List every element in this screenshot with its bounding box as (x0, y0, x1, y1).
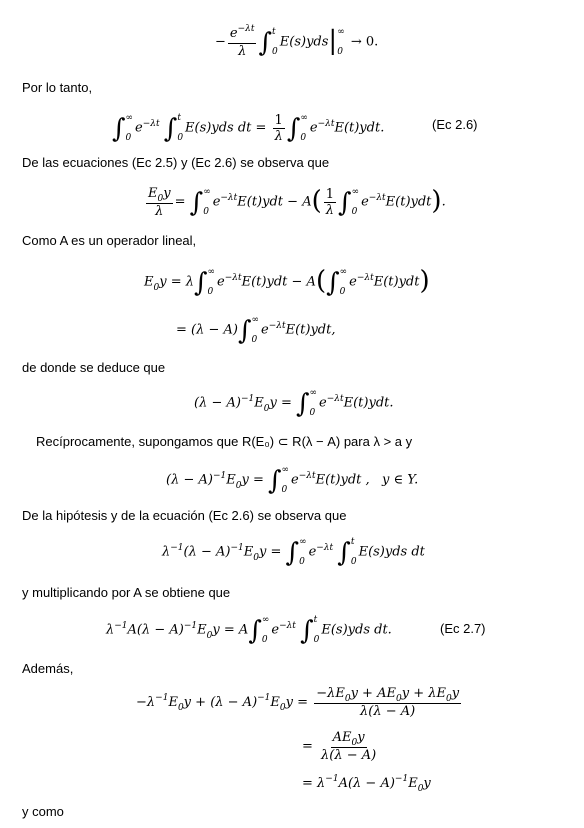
equation-8c: = $\lambda^{-1}A(\lambda - A)^{-1}E_0y$ (302, 774, 431, 794)
equation-tag-2-7: (Ec 2.7) (440, 621, 486, 636)
equation-2: $\frac{E_0y}{\lambda}$ = ∫ ∞ 0 $e^{-\lambda t}E(t)ydt - A$( $\frac{1}{\lambda}$ ∫ ∞ 0 $e^{-\lambda t}E(t)ydt$). (148, 185, 446, 219)
paragraph-6: De la hipótesis y de la ecuación (Ec 2.6) se observa que (22, 508, 347, 523)
equation-8b: = $\frac{AE_0y}{\lambda(\lambda - A)}$ (302, 730, 377, 763)
equation-tag-2-6: (Ec 2.6) (432, 117, 478, 132)
equation-ec-2-6: ∫ ∞ 0 $e^{-\lambda t}$ ∫ t 0 E(s)yds dt = $\frac{1}{\lambda}$ ∫ ∞ 0 $e^{-\lambda t}E(t)ydt$. (112, 112, 385, 144)
equation-6: $\lambda^{-1}(\lambda - A)^{-1}E_0y$ = ∫ ∞ 0 $e^{-\lambda t}$ ∫ t 0 E(s)yds dt (162, 537, 425, 568)
equation-4: $(\lambda - A)^{-1}E_0y$ = ∫ ∞ 0 $e^{-\lambda t}E(t)ydt$. (194, 388, 394, 419)
paragraph-5: Recíprocamente, supongamos que R(E₀) ⊂ R(λ − A) para λ > a y (36, 434, 413, 449)
paragraph-2: De las ecuaciones (Ec 2.5) y (Ec 2.6) se observa que (22, 155, 330, 170)
equation-limit: − $\frac{e^{-\lambda t}}{\lambda}$ ∫ t 0 E(s)yds| ∞ 0 → 0. (215, 23, 379, 59)
paragraph-4: de donde se deduce que (22, 360, 166, 375)
paragraph-8: Además, (22, 661, 74, 676)
paragraph-9: y como (22, 804, 64, 819)
equation-3a: $E_0y = \lambda\int$ ∞ 0 $e^{-\lambda t}E(t)ydt - A(\int$ ∞ 0 $e^{-\lambda t}E(t)ydt$) (144, 265, 430, 298)
equation-8a: $-\lambda^{-1}E_0y + (\lambda - A)^{-1}E_0y$ = $\frac{-\lambda E_0y + AE_0y + \lambda E_0y}{\lambda(\lambda - A)}$ (136, 686, 460, 719)
equation-ec-2-7: $\lambda^{-1}A(\lambda - A)^{-1}E_0y = A\int$ ∞ 0 $e^{-\lambda t}$ ∫ t 0 E(s)yds dt. (106, 615, 392, 646)
equation-3b: = (λ − A)∫ ∞ 0 $e^{-\lambda t}E(t)ydt$, (176, 315, 336, 346)
paragraph-1: Por lo tanto, (22, 80, 93, 95)
paragraph-3: Como A es un operador lineal, (22, 233, 197, 248)
equation-5: $(\lambda - A)^{-1}E_0y$ = ∫ ∞ 0 $e^{-\lambda t}E(t)ydt$ , y ∈ Y. (166, 465, 419, 496)
paragraph-7: y multiplicando por A se obtiene que (22, 585, 231, 600)
